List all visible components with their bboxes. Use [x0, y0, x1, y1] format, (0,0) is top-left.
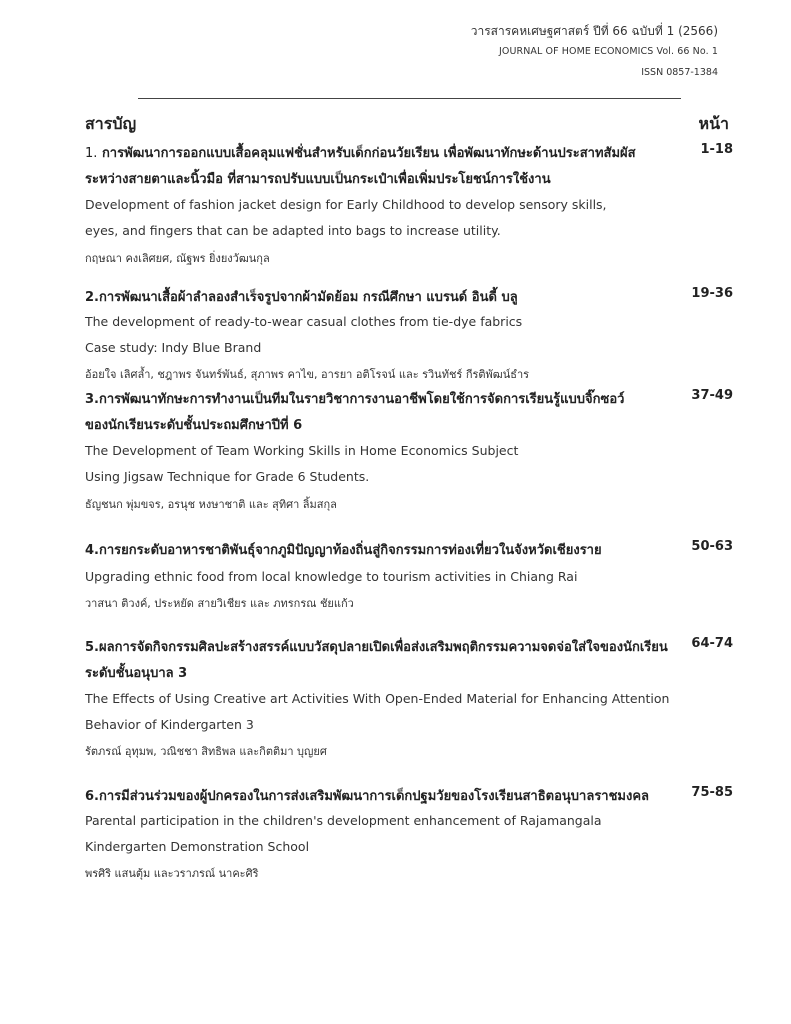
entry-authors: กฤษณา คงเลิศยศ, ณัฐพร ยิ่งยงวัฒนกุล — [85, 252, 270, 265]
entry-title-line: ระดับชั้นอนุบาล 3 — [85, 666, 188, 681]
issn: ISSN 0857-1384 — [641, 67, 718, 78]
entry-pages: 1-18 — [700, 142, 733, 157]
entry-authors: อ้อยใจ เลิศล้ำ, ชฎาพร จันทร์พันธ์, สุภาพร คาไข, อารยา อติโรจน์ และ รวินทัชร์ กีรติพัฒน์ธำร — [85, 368, 530, 381]
entry-english-title: Parental participation in the children's development enhancement of Rajamangala — [85, 813, 602, 828]
entry-english-title: Kindergarten Demonstration School — [85, 839, 310, 854]
entry-english-title: eyes, and fingers that can be adapted into bags to increase utility. — [85, 223, 501, 238]
entry-pages: 50-63 — [691, 539, 733, 554]
entry-english-title: Upgrading ethnic food from local knowledge to tourism activities in Chiang Rai — [85, 569, 578, 584]
entry-pages: 64-74 — [691, 636, 733, 651]
entry-authors: ธัญชนก พุ่มขจร, อรนุช หงษาชาติ และ สุทิศา ลิ้มสกุล — [85, 498, 337, 511]
header-divider — [138, 98, 681, 99]
entry-english-title: Case study: Indy Blue Brand — [85, 340, 262, 355]
entry-title-line: 4.การยกระดับอาหารชาติพันธุ์จากภูมิปัญญาท้องถิ่นสู่กิจกรรมการท่องเที่ยวในจังหวัดเชียงราย — [85, 543, 602, 558]
entry-english-title: Development of fashion jacket design for Early Childhood to develop sensory skills, — [85, 197, 607, 212]
entry-title-line: ของนักเรียนระดับชั้นประถมศึกษาปีที่ 6 — [85, 418, 303, 433]
entry-title-line: 5.ผลการจัดกิจกรรมศิลปะสร้างสรรค์แบบวัสดุปลายเปิดเพื่อส่งเสริมพฤติกรรมความจดจ่อใส่ใจของนักเรียน — [85, 640, 668, 655]
toc-title: สารบัญ — [85, 114, 137, 133]
entry-english-title: The Effects of Using Creative art Activities With Open-Ended Material for Enhancing Attention — [85, 691, 670, 706]
journal-title-english: JOURNAL OF HOME ECONOMICS Vol. 66 No. 1 — [498, 46, 718, 57]
page-column-label: หน้า — [698, 114, 729, 133]
entry-number: 1. — [85, 146, 98, 161]
entry-title-line: 2.การพัฒนาเสื้อผ้าลำลองสำเร็จรูปจากผ้ามัดย้อม กรณีศึกษา แบรนด์ อินดี้ บลู — [85, 290, 518, 305]
entry-pages: 19-36 — [691, 286, 733, 301]
journal-title-thai: วารสารคหเศษฐศาสตร์ ปีที่ 66 ฉบับที่ 1 (2566) — [470, 24, 718, 38]
entry-authors: วาสนา ติวงค์, ประหยัด สายวิเชียร และ ภทรกรณ ชัยแก้ว — [85, 597, 354, 610]
entry-title-line: 1. การพัฒนาการออกแบบเสื้อคลุมแฟชั่นสำหรับเด็กก่อนวัยเรียน เพื่อพัฒนาทักษะด้านประสาทสัมผัส — [85, 146, 636, 161]
entry-title-line: ระหว่างสายตาและนิ้วมือ ที่สามารถปรับแบบเป็นกระเป๋าเพื่อเพิ่มประโยชน์การใช้งาน — [85, 172, 551, 187]
entry-pages: 37-49 — [691, 388, 733, 403]
entry-pages: 75-85 — [691, 785, 733, 800]
entry-english-title: The Development of Team Working Skills in Home Economics Subject — [85, 443, 519, 458]
entry-authors: รัตภรณ์ อุทุมพ, วณิชชา สิทธิพล และกิตติมา บุญยศ — [85, 745, 327, 758]
entry-english-title: Behavior of Kindergarten 3 — [85, 717, 254, 732]
entry-title-line: 6.การมีส่วนร่วมของผู้ปกครองในการส่งเสริมพัฒนาการเด็กปฐมวัยของโรงเรียนสาธิตอนุบาลราชมงคล — [85, 789, 650, 804]
entry-english-title: Using Jigsaw Technique for Grade 6 Students. — [85, 469, 370, 484]
entry-title-line: 3.การพัฒนาทักษะการทำงานเป็นทีมในรายวิชาการงานอาชีพโดยใช้การจัดการเรียนรู้แบบจิ๊กซอว์ — [85, 392, 625, 407]
entry-english-title: The development of ready-to-wear casual clothes from tie-dye fabrics — [85, 314, 523, 329]
entry-authors: พรศิริ แสนตุ้ม และวราภรณ์ นาคะศิริ — [85, 867, 259, 880]
